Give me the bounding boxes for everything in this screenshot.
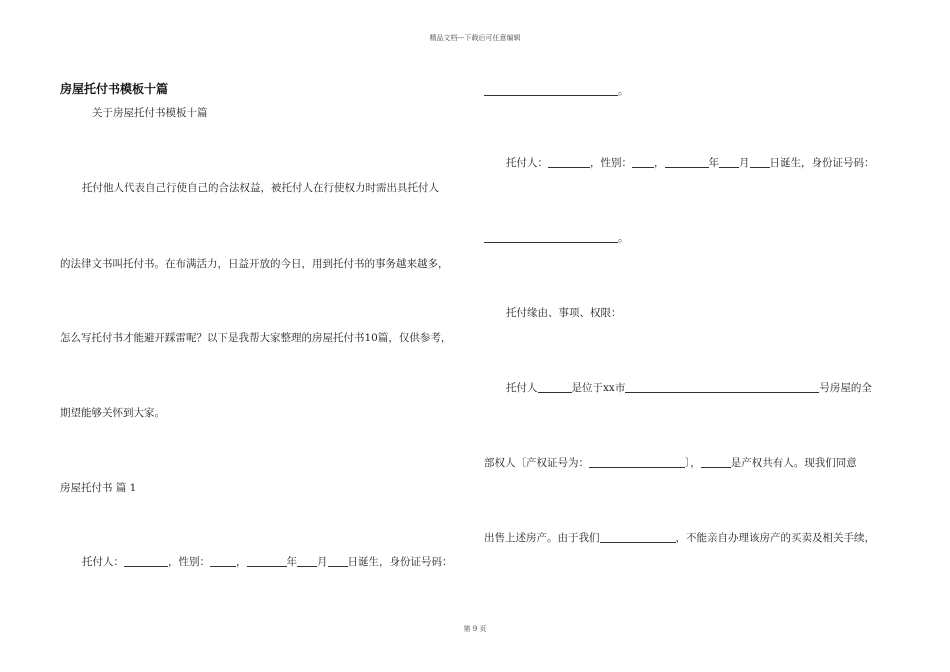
page-header: 精品文档---下载后可任意编辑 — [429, 34, 521, 42]
location-label: 是位于xx市 — [571, 382, 626, 394]
intro-line-1: 托付他人代表自己行使自己的合法权益，被托付人在行使权力时需出具托付人 — [82, 182, 439, 194]
agent-id-number-blank — [484, 232, 618, 243]
agent-comma: ， — [654, 157, 665, 169]
owner-label: 托付人 — [506, 382, 538, 394]
owner-blank — [538, 382, 572, 393]
day-blank — [328, 556, 348, 567]
agent-birth-id-label: 日诞生，身份证号码： — [769, 157, 875, 169]
principal-name-blank — [124, 556, 168, 567]
principal-label: 托付人： — [82, 556, 124, 568]
birth-id-label: 日诞生，身份证号码： — [347, 556, 453, 568]
section-heading: 房屋托付书 篇 1 — [60, 482, 137, 494]
property-line-3 — [484, 530, 875, 545]
agent-year-blank — [665, 157, 709, 168]
agent-month-blank — [719, 157, 739, 168]
property-line-1 — [506, 380, 872, 395]
agent-day-blank — [750, 157, 770, 168]
gender-label: ，性别： — [168, 556, 210, 568]
agent-name-blank — [548, 157, 590, 168]
document-subtitle: 关于房屋托付书模板十篇 — [92, 107, 208, 119]
gender-blank — [210, 556, 236, 567]
cert-close: 〕， — [685, 457, 701, 469]
id-number-line-1 — [484, 83, 629, 98]
year-blank — [247, 556, 287, 567]
principal-form-line — [82, 554, 453, 569]
year-label: 年 — [286, 556, 297, 568]
cert-label: 部权人〔产权证号为： — [484, 457, 589, 469]
co-owner-blank — [701, 457, 731, 468]
reason-blank — [600, 532, 676, 543]
co-owner-label: 是产权共有人。现我们同意 — [730, 457, 857, 469]
agent-month-label: 月 — [739, 157, 750, 169]
id-number-line-2 — [484, 230, 629, 245]
intro-line-2: 的法律文书叫托付书。在布满活力，日益开放的今日，用到托付书的事务越来越多， — [60, 258, 449, 270]
end-mark: 。 — [618, 85, 629, 97]
month-label: 月 — [317, 556, 328, 568]
agent-gender-label: ，性别： — [590, 157, 632, 169]
page-footer: 第 9 页 — [463, 625, 487, 633]
agent-label: 托付人： — [506, 157, 548, 169]
month-blank — [297, 556, 317, 567]
agent-year-label: 年 — [708, 157, 719, 169]
sale-label: 出售上述房产。由于我们 — [484, 532, 600, 544]
address-blank — [625, 382, 819, 393]
intro-line-3: 怎么写托付书才能避开踩雷呢？以下是我帮大家整理的房屋托付书10篇，仅供参考， — [60, 332, 452, 344]
matters-heading: 托付缘由、事项、权限： — [506, 307, 622, 319]
intro-line-4: 期望能够关怀到大家。 — [60, 407, 165, 419]
id-number-blank — [484, 85, 618, 96]
property-line-2 — [484, 455, 857, 470]
comma-separator: ， — [236, 556, 247, 568]
cert-number-blank — [589, 457, 685, 468]
house-number-label: 号房屋的全 — [819, 382, 872, 394]
end-mark-2: 。 — [618, 232, 629, 244]
agent-gender-blank — [632, 157, 654, 168]
agent-form-line — [506, 155, 875, 170]
sale-reason-label: ，不能亲自办理该房产的买卖及相关手续， — [675, 532, 875, 544]
document-title: 房屋托付书模板十篇 — [60, 82, 169, 96]
